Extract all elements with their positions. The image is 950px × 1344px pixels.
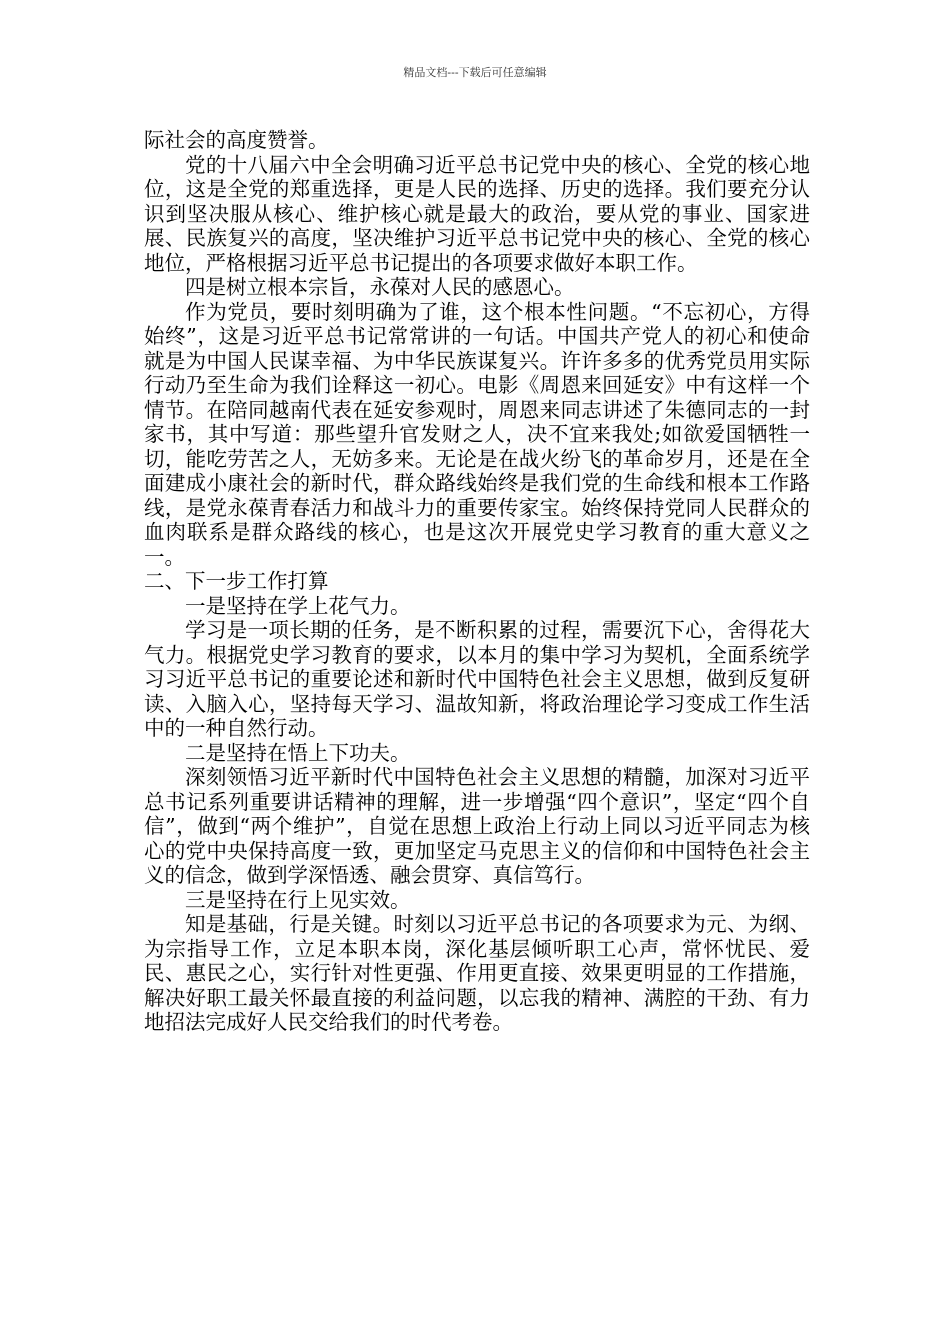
paragraph-3-heading: 四是树立根本宗旨，永葆对人民的感恩心。 (185, 275, 575, 299)
paragraph-4: 作为党员，要时刻明确为了谁，这个根本性问题。“不忘初心，方得始终”，这是习近平总书记常常讲的一句话。中国共产党人的初心和使命就是为中国人民谋幸福、为中华民族谋复兴。许许多多的优秀党员用实际行动乃至生命为我们诠释这一初心。电影《周恩来回延安》中有这样一个情节。在陪同越南代表在延安参观时，周恩来同志讲述了朱德同志的一封家书，其中写道：那些望升官发财之人，决不宜来我处;如欲爱国牺牲一切，能吃劳苦之人，无妨多来。无论是在战火纷飞的革命岁月，还是在全面建成小康社会的新时代，群众路线始终是我们党的生命线和根本工作路线，是党永葆青春活力和战斗力的重要传家宝。始终保持党同人民群众的血肉联系是群众路线的核心，也是这次开展党史学习教育的重大意义之一。 (144, 299, 810, 569)
paragraph-6-heading: 一是坚持在学上花气力。 (185, 593, 411, 618)
paragraph-1: 际社会的高度赞誉。 (144, 128, 329, 152)
paragraph-8-heading: 二是坚持在悟上下功夫。 (185, 740, 411, 765)
paragraph-7: 学习是一项长期的任务，是不断积累的过程，需要沉下心，舍得花大气力。根据党史学习教育的要求，以本月的集中学习为契机，全面系统学习习近平总书记的重要论述和新时代中国特色社会主义思想，做到反复研读、入脑入心，坚持每天学习、温故知新，将政治理论学习变成工作生活中的一种自然行动。 (144, 618, 810, 740)
paragraph-2: 党的十八届六中全会明确习近平总书记党中央的核心、全党的核心地位，这是全党的郑重选择，更是人民的选择、历史的选择。我们要充分认识到坚决服从核心、维护核心就是最大的政治，要从党的事业、国家进展、民族复兴的高度，坚决维护习近平总书记党中央的核心、全党的核心地位，严格根据习近平总书记提出的各项要求做好本职工作。 (144, 152, 810, 275)
paragraph-11: 知是基础，行是关键。时刻以习近平总书记的各项要求为元、为纲、为宗指导工作，立足本职本岗，深化基层倾听职工心声，常怀忧民、爱民、惠民之心，实行针对性更强、作用更直接、效果更明显的工作措施，解决好职工最关怀最直接的利益问题，以忘我的精神、满腔的干劲、有力地招法完成好人民交给我们的时代考卷。 (144, 912, 810, 1034)
paragraph-9: 深刻领悟习近平新时代中国特色社会主义思想的精髓，加深对习近平总书记系列重要讲话精神的理解，进一步增强“四个意识”，坚定“四个自信”，做到“两个维护”，自觉在思想上政治上行动上同以习近平同志为核心的党中央保持高度一致，更加坚定马克思主义的信仰和中国特色社会主义的信念，做到学深悟透、融会贯穿、真信笃行。 (144, 765, 810, 887)
document-body (144, 128, 810, 1035)
paragraph-10-heading: 三是坚持在行上见实效。 (185, 887, 411, 912)
section-heading-next-steps: 二、下一步工作打算 (144, 569, 329, 593)
page-header: 精品文档---下载后可任意编辑 (403, 66, 547, 79)
